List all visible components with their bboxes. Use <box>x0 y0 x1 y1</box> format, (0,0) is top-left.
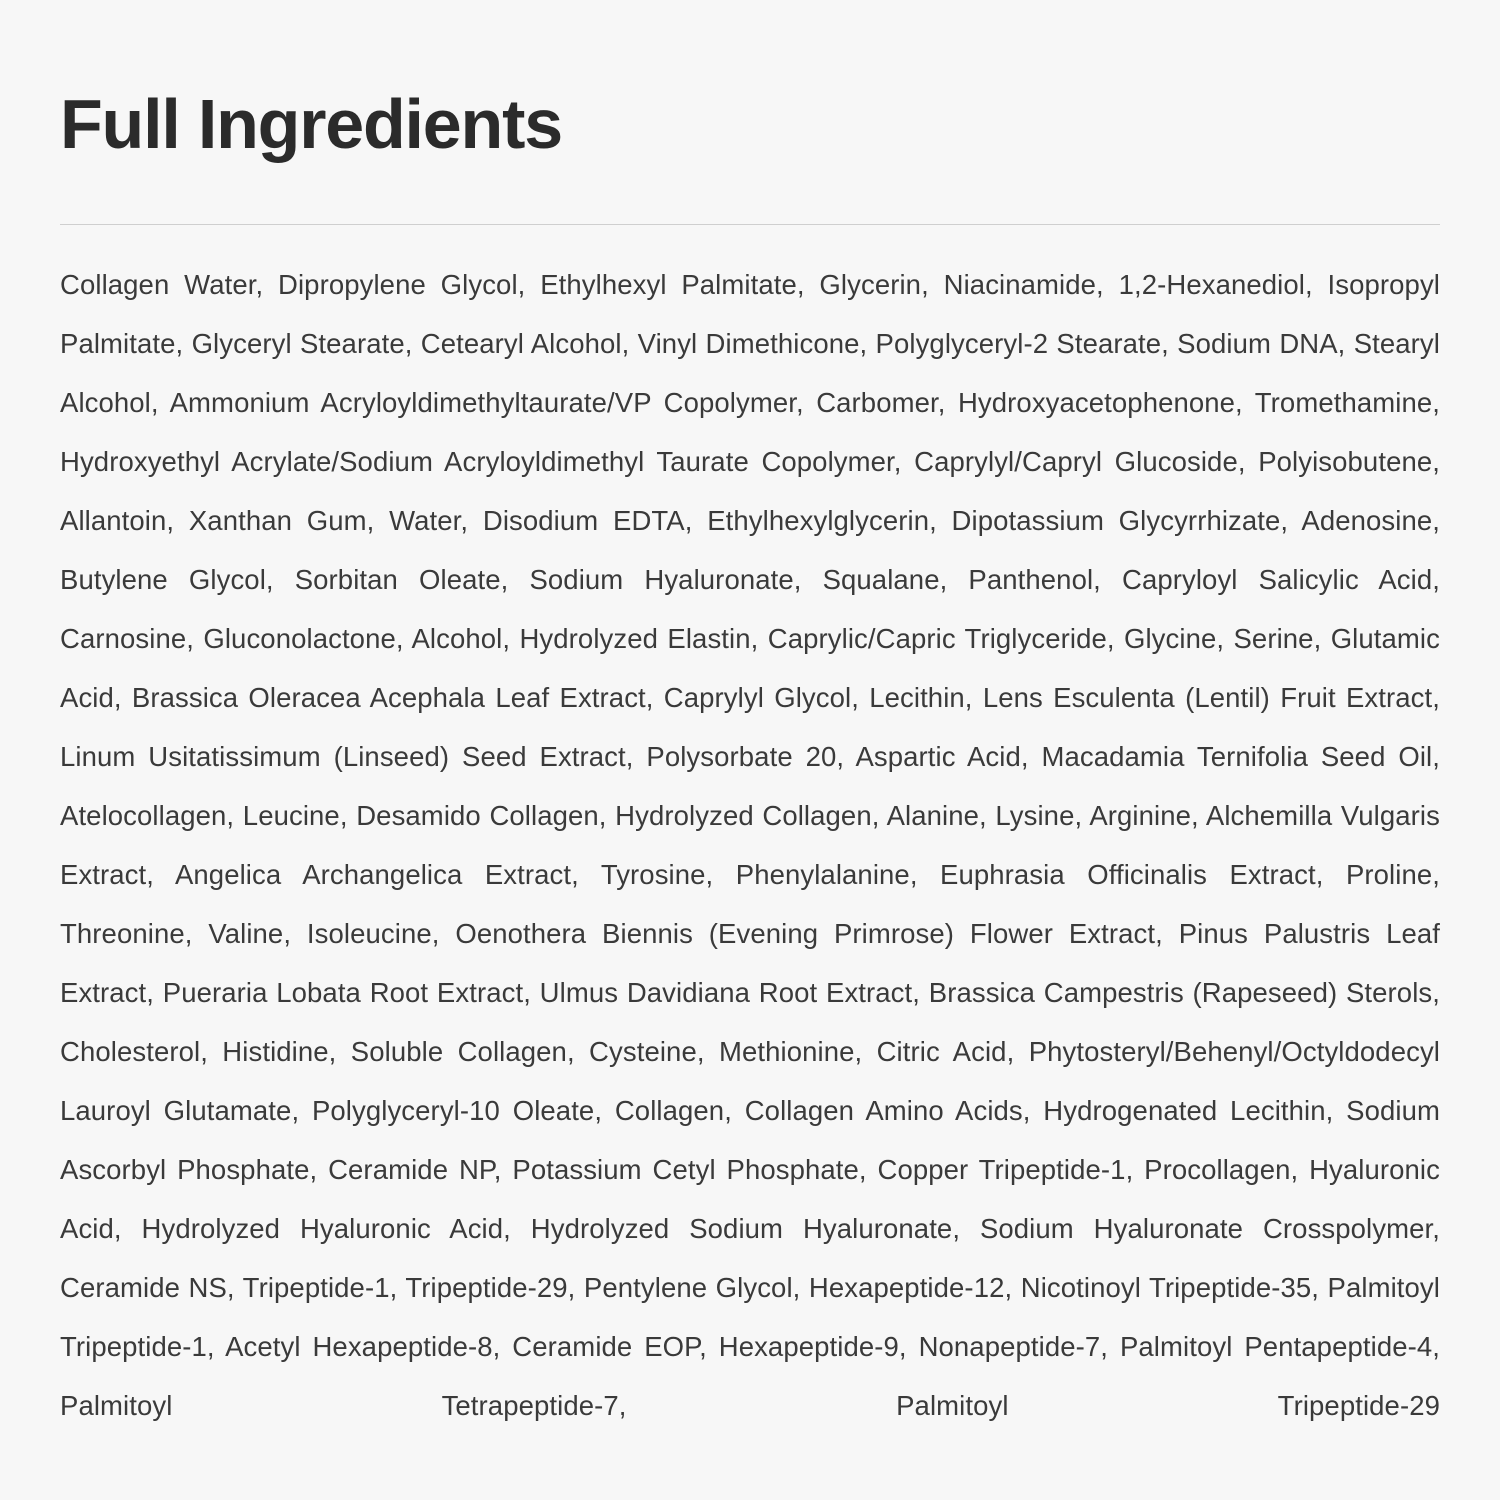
page-title: Full Ingredients <box>60 85 562 163</box>
title-divider <box>60 224 1440 225</box>
ingredients-list-text: Collagen Water, Dipropylene Glycol, Ethylhexyl Palmitate, Glycerin, Niacinamide, 1,2-Hexanediol, Isopropyl Palmitate, Glyceryl Stearate, Cetearyl Alcohol, Vinyl Dimethicone, Polyglyceryl-2 Stearate, Sodium DNA, Stearyl Alcohol, Ammonium Acryloyldimethyltaurate/VP Copolymer, Carbomer, Hydroxyacetophenone, Tromethamine, Hydroxyethyl Acrylate/Sodium Acryloyldimethyl Taurate Copolymer, Caprylyl/Capryl Glucoside, Polyisobutene, Allantoin, Xanthan Gum, Water, Disodium EDTA, Ethylhexylglycerin, Dipotassium Glycyrrhizate, Adenosine, Butylene Glycol, Sorbitan Oleate, Sodium Hyaluronate, Squalane, Panthenol, Capryloyl Salicylic Acid, Carnosine, Gluconolactone, Alcohol, Hydrolyzed Elastin, Caprylic/Capric Triglyceride, Glycine, Serine, Glutamic Acid, Brassica Oleracea Acephala Leaf Extract, Caprylyl Glycol, Lecithin, Lens Esculenta (Lentil) Fruit Extract, Linum Usitatissimum (Linseed) Seed Extract, Polysorbate 20, Aspartic Acid, Macadamia Ternifolia Seed Oil, Atelocollagen, Leucine, Desamido Collagen, Hydrolyzed Collagen, Alanine, Lysine, Arginine, Alchemilla Vulgaris Extract, Angelica Archangelica Extract, Tyrosine, Phenylalanine, Euphrasia Officinalis Extract, Proline, Threonine, Valine, Isoleucine, Oenothera Biennis (Evening Primrose) Flower Extract, Pinus Palustris Leaf Extract, Pueraria Lobata Root Extract, Ulmus Davidiana Root Extract, Brassica Campestris (Rapeseed) Sterols, Cholesterol, Histidine, Soluble Collagen, Cysteine, Methionine, Citric Acid, Phytosteryl/Behenyl/Octyldodecyl Lauroyl Glutamate, Polyglyceryl-10 Oleate, Collagen, Collagen Amino Acids, Hydrogenated Lecithin, Sodium Ascorbyl Phosphate, Ceramide NP, Potassium Cetyl Phosphate, Copper Tripeptide-1, Procollagen, Hyaluronic Acid, Hydrolyzed Hyaluronic Acid, Hydrolyzed Sodium Hyaluronate, Sodium Hyaluronate Crosspolymer, Ceramide NS, Tripeptide-1, Tripeptide-29, Pentylene Glycol, Hexapeptide-12, Nicotinoyl Tripeptide-35, Palmitoyl Tripeptide-1, Acetyl Hexapeptide-8, Ceramide EOP, Hexapeptide-9, Nonapeptide-7, Palmitoyl Pentapeptide-4, Palmitoyl Tetrapeptide-7, Palmitoyl Tripeptide-29 <box>60 268 1440 1421</box>
